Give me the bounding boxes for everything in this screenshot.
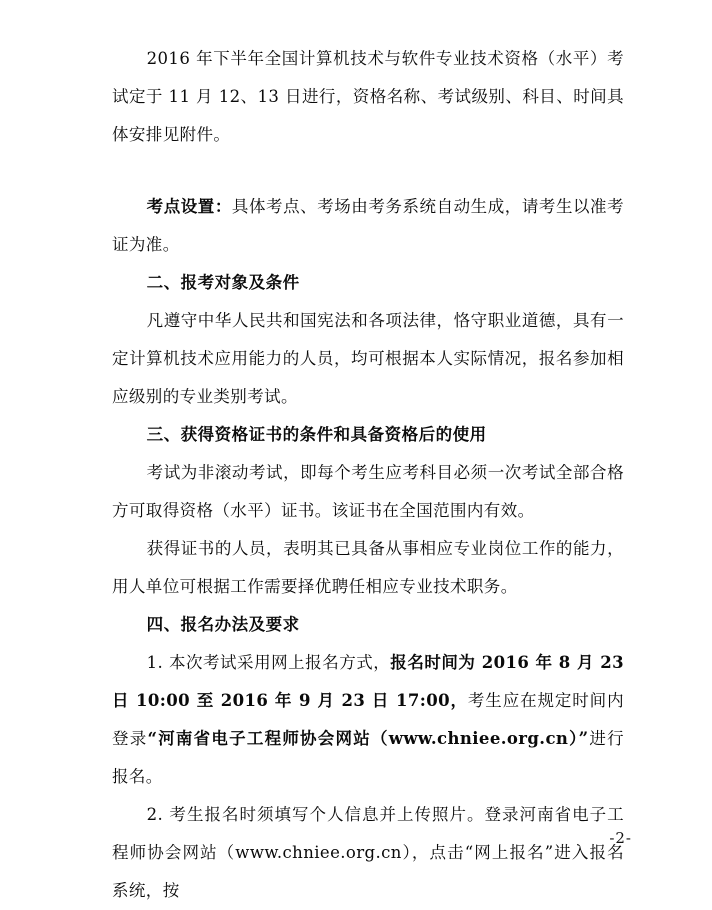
paragraph-intro: 2016 年下半年全国计算机技术与软件专业技术资格（水平）考试定于 11 月 12、13 日进行，资格名称、考试级别、科目、时间具体安排见附件。 — [112, 49, 624, 144]
heading-section-three: 三、获得资格证书的条件和具备资格后的使用 — [146, 425, 487, 444]
heading-section-two: 二、报考对象及条件 — [146, 273, 300, 292]
page-number: -2- — [609, 829, 632, 847]
exam-site-lead-label: 考点设置： — [146, 197, 232, 216]
item-one-seg-2: 考生应在规定时间内登录 — [112, 691, 624, 748]
heading-section-four: 四、报名办法及要求 — [146, 615, 300, 634]
paragraph-exam-site — [112, 188, 624, 264]
paragraph-item-one — [112, 644, 624, 796]
paragraph-item-two: 2. 考生报名时须填写个人信息并上传照片。登录河南省电子工程师协会网站（www.chniee.org.cn），点击“网上报名”进入报名系统，按 — [112, 805, 624, 900]
paragraph-section-two-body: 凡遵守中华人民共和国宪法和各项法律，恪守职业道德，具有一定计算机技术应用能力的人员，均可根据本人实际情况，报名参加相应级别的专业类别考试。 — [112, 311, 624, 406]
item-one-seg-3: “河南省电子工程师协会网站（www.chniee.org.cn）” — [147, 729, 589, 748]
item-one-seg-0: 1. 本次考试采用网上报名方式， — [146, 653, 391, 672]
exam-site-text: 具体考点、考场由考务系统自动生成，请考生以准考证为准。 — [112, 197, 625, 254]
paragraph-section-three-body-two: 获得证书的人员，表明其已具备从事相应专业岗位工作的能力，用人单位可根据工作需要择优聘任相应专业技术职务。 — [112, 539, 624, 596]
item-one-seg-4: 进行报名。 — [112, 729, 624, 786]
paragraph-section-three-body-one: 考试为非滚动考试，即每个考生应考科目必须一次考试全部合格方可取得资格（水平）证书。该证书在全国范围内有效。 — [112, 463, 624, 520]
item-one-seg-1: 报名时间为 2016 年 8 月 23 日 10:00 至 2016 年 9 月 23 日 17:00， — [112, 653, 624, 710]
